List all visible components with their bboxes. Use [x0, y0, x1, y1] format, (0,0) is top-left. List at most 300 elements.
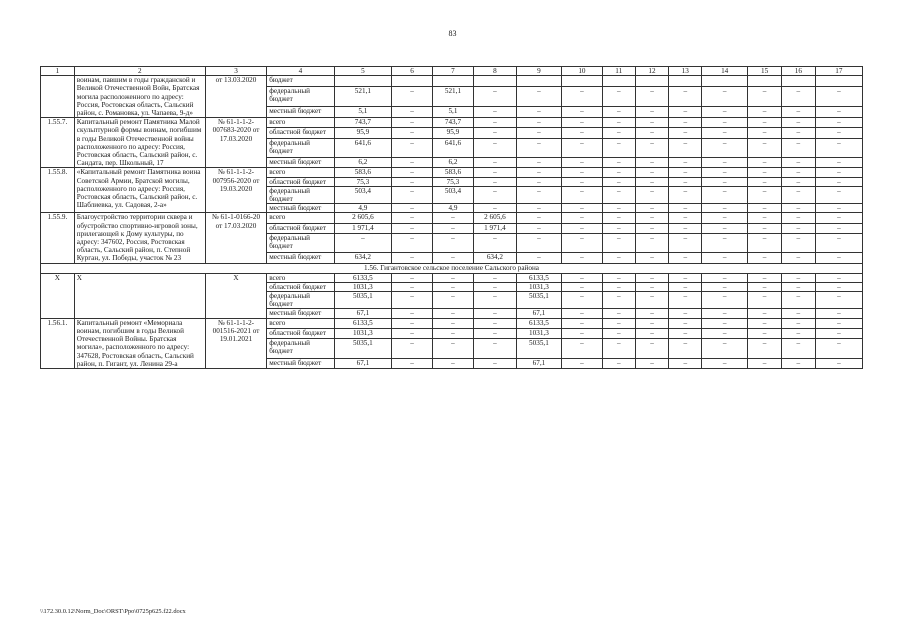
amount-cell: – [815, 168, 862, 177]
amount-cell: – [702, 138, 748, 157]
amount-cell: – [602, 118, 635, 128]
funding-source: областной бюджет [267, 223, 335, 233]
amount-cell [635, 76, 669, 87]
amount-cell [669, 76, 702, 87]
object-description: «Капитальный ремонт Памятника воина Советской Армии, Братской могилы, расположенного по адресу: Россия, Ростовская область, Сальский район, с. Шаблиевка, ул. Садовая, 2-а» [74, 168, 205, 213]
amount-cell: – [815, 204, 862, 213]
amount-cell: 5035,1 [334, 339, 391, 358]
amount-cell: – [781, 186, 815, 203]
amount-cell: – [602, 128, 635, 138]
funding-source: областной бюджет [267, 328, 335, 338]
amount-cell: – [669, 118, 702, 128]
funding-source: местный бюджет [267, 204, 335, 213]
amount-cell: – [473, 204, 516, 213]
amount-cell: – [748, 358, 782, 368]
amount-cell: – [635, 138, 669, 157]
table-row [41, 318, 863, 328]
amount-cell: – [516, 204, 561, 213]
amount-cell: – [635, 168, 669, 177]
amount-cell: – [602, 213, 635, 223]
amount-cell: – [392, 138, 433, 157]
amount-cell: – [669, 213, 702, 223]
amount-cell: – [602, 177, 635, 186]
amount-cell: – [669, 282, 702, 291]
amount-cell: – [432, 328, 473, 338]
amount-cell: – [635, 309, 669, 318]
amount-cell: – [602, 107, 635, 118]
amount-cell: – [561, 204, 602, 213]
column-number: 7 [432, 67, 473, 76]
amount-cell: – [781, 339, 815, 358]
amount-cell: – [561, 177, 602, 186]
column-number: 13 [669, 67, 702, 76]
amount-cell: – [669, 177, 702, 186]
amount-cell: – [602, 318, 635, 328]
amount-cell: – [602, 292, 635, 309]
table-row [41, 213, 863, 223]
amount-cell: 634,2 [334, 253, 391, 263]
amount-cell: 743,7 [334, 118, 391, 128]
amount-cell: – [561, 318, 602, 328]
amount-cell: 6133,5 [334, 318, 391, 328]
amount-cell: 1 971,4 [334, 223, 391, 233]
amount-cell: 641,6 [432, 138, 473, 157]
amount-cell: – [748, 318, 782, 328]
amount-cell: – [635, 177, 669, 186]
column-number-row [41, 67, 863, 76]
amount-cell: 1031,3 [334, 328, 391, 338]
amount-cell: – [635, 128, 669, 138]
funding-source: местный бюджет [267, 358, 335, 368]
funding-source: федеральный бюджет [267, 292, 335, 309]
amount-cell: – [815, 282, 862, 291]
amount-cell: 4,9 [432, 204, 473, 213]
amount-cell: 2 605,6 [334, 213, 391, 223]
amount-cell: 6,2 [334, 158, 391, 168]
amount-cell: – [702, 204, 748, 213]
column-number: 6 [392, 67, 433, 76]
amount-cell: – [516, 107, 561, 118]
amount-cell: – [815, 107, 862, 118]
amount-cell: – [815, 328, 862, 338]
amount-cell [432, 76, 473, 87]
amount-cell: – [602, 358, 635, 368]
amount-cell: 6133,5 [334, 273, 391, 282]
amount-cell: – [702, 213, 748, 223]
amount-cell: – [781, 213, 815, 223]
amount-cell: – [635, 282, 669, 291]
amount-cell: 6133,5 [516, 318, 561, 328]
page-number: 83 [448, 29, 457, 38]
column-number: 2 [74, 67, 205, 76]
amount-cell: – [473, 168, 516, 177]
amount-cell: – [669, 233, 702, 252]
amount-cell: 583,6 [334, 168, 391, 177]
amount-cell: – [815, 87, 862, 107]
amount-cell: – [432, 318, 473, 328]
amount-cell: – [815, 186, 862, 203]
amount-cell: 1031,3 [334, 282, 391, 291]
amount-cell: 2 605,6 [473, 213, 516, 223]
document-reference: № 61-1-1-2-007683-2020 от 17.03.2020 [205, 118, 266, 168]
amount-cell: – [702, 253, 748, 263]
item-number: 1.55.7. [41, 118, 75, 168]
amount-cell: – [781, 282, 815, 291]
funding-source: всего [267, 273, 335, 282]
amount-cell: – [702, 177, 748, 186]
amount-cell [334, 76, 391, 87]
column-number: 16 [781, 67, 815, 76]
amount-cell: – [781, 118, 815, 128]
object-description: Благоустройство территории сквера и обустройство спортивно-игровой зоны, прилегающей к Дому культуры, по адресу: 347602, Россия, Ростовская область, Сальский район, п. Степной Курган, ул. Победы, участок № 23 [74, 213, 205, 263]
amount-cell: – [392, 273, 433, 282]
amount-cell: – [561, 186, 602, 203]
amount-cell [748, 76, 782, 87]
amount-cell: – [815, 253, 862, 263]
amount-cell: – [669, 339, 702, 358]
amount-cell: – [473, 339, 516, 358]
amount-cell: – [669, 328, 702, 338]
amount-cell: – [561, 328, 602, 338]
column-number: 4 [267, 67, 335, 76]
amount-cell: – [473, 118, 516, 128]
funding-source: федеральный бюджет [267, 186, 335, 203]
amount-cell: – [815, 223, 862, 233]
amount-cell: – [781, 128, 815, 138]
amount-cell: – [561, 107, 602, 118]
amount-cell: 75,3 [432, 177, 473, 186]
funding-source: всего [267, 168, 335, 177]
amount-cell: – [635, 158, 669, 168]
table-row [41, 168, 863, 177]
amount-cell: – [432, 273, 473, 282]
amount-cell: – [781, 158, 815, 168]
amount-cell: – [748, 128, 782, 138]
amount-cell: – [516, 168, 561, 177]
amount-cell: – [748, 186, 782, 203]
amount-cell: – [748, 339, 782, 358]
amount-cell: – [748, 292, 782, 309]
amount-cell: 5035,1 [334, 292, 391, 309]
amount-cell: – [602, 168, 635, 177]
amount-cell: – [473, 128, 516, 138]
amount-cell: – [635, 233, 669, 252]
amount-cell: – [392, 186, 433, 203]
amount-cell: – [635, 253, 669, 263]
amount-cell: – [669, 186, 702, 203]
amount-cell: – [602, 87, 635, 107]
amount-cell: – [748, 309, 782, 318]
amount-cell: – [561, 233, 602, 252]
amount-cell: – [432, 223, 473, 233]
amount-cell: – [392, 168, 433, 177]
amount-cell: – [392, 358, 433, 368]
document-reference: № 61-1-0166-20 от 17.03.2020 [205, 213, 266, 263]
funding-source: местный бюджет [267, 309, 335, 318]
amount-cell: 521,1 [432, 87, 473, 107]
funding-source: всего [267, 118, 335, 128]
amount-cell: – [781, 233, 815, 252]
amount-cell: – [516, 213, 561, 223]
amount-cell: – [473, 186, 516, 203]
item-number: Х [41, 273, 75, 318]
amount-cell: – [781, 273, 815, 282]
amount-cell: – [748, 282, 782, 291]
amount-cell: – [815, 138, 862, 157]
amount-cell: – [392, 309, 433, 318]
amount-cell [516, 76, 561, 87]
amount-cell: – [561, 309, 602, 318]
amount-cell: – [516, 87, 561, 107]
amount-cell: – [473, 158, 516, 168]
amount-cell: – [635, 118, 669, 128]
amount-cell: – [781, 87, 815, 107]
funding-source: федеральный бюджет [267, 87, 335, 107]
amount-cell: – [702, 233, 748, 252]
amount-cell: – [748, 273, 782, 282]
amount-cell: – [781, 223, 815, 233]
amount-cell: – [516, 118, 561, 128]
amount-cell: – [815, 309, 862, 318]
amount-cell: – [702, 328, 748, 338]
document-reference: от 13.03.2020 [205, 76, 266, 118]
amount-cell: – [602, 273, 635, 282]
amount-cell [815, 76, 862, 87]
amount-cell: – [781, 138, 815, 157]
amount-cell: 1 971,4 [473, 223, 516, 233]
column-number: 8 [473, 67, 516, 76]
amount-cell: – [473, 328, 516, 338]
amount-cell: – [781, 328, 815, 338]
amount-cell: – [669, 168, 702, 177]
amount-cell: – [815, 158, 862, 168]
amount-cell: – [602, 282, 635, 291]
column-number: 1 [41, 67, 75, 76]
amount-cell: – [702, 309, 748, 318]
amount-cell: – [781, 204, 815, 213]
column-number: 17 [815, 67, 862, 76]
amount-cell: – [748, 233, 782, 252]
amount-cell: – [392, 177, 433, 186]
object-description: Капитальный ремонт Памятника Малой скульптурной формы воинам, погибшим в годы Великой Отечественной войны расположенного по адресу: Россия, Ростовская область, Сальский район, с. Сандата, пер. Школьный, 17 [74, 118, 205, 168]
amount-cell: – [392, 213, 433, 223]
amount-cell: – [781, 292, 815, 309]
amount-cell: – [473, 138, 516, 157]
amount-cell: – [561, 168, 602, 177]
amount-cell: 503,4 [432, 186, 473, 203]
amount-cell: – [602, 186, 635, 203]
amount-cell: – [781, 168, 815, 177]
amount-cell: – [561, 118, 602, 128]
amount-cell: – [516, 128, 561, 138]
amount-cell: – [561, 253, 602, 263]
amount-cell: – [669, 309, 702, 318]
funding-source: федеральный бюджет [267, 233, 335, 252]
object-description: воинам, павшим в годы гражданской и Великой Отечественной Войн, Братская могила расположенного по адресу: Россия, Ростовская область, Сальский район, с. Романовка, ул. Чапаева, 9-д» [74, 76, 205, 118]
amount-cell: – [669, 253, 702, 263]
amount-cell: – [702, 107, 748, 118]
amount-cell: – [702, 282, 748, 291]
amount-cell: – [781, 253, 815, 263]
amount-cell: – [702, 318, 748, 328]
section-title: 1.56. Гигантовское сельское поселение Сальского района [41, 263, 863, 273]
document-reference: № 61-1-1-2-001516-2021 от 19.01.2021 [205, 318, 266, 368]
funding-source: всего [267, 318, 335, 328]
amount-cell: 5035,1 [516, 292, 561, 309]
amount-cell: – [635, 339, 669, 358]
amount-cell: – [635, 292, 669, 309]
amount-cell: – [815, 233, 862, 252]
amount-cell: – [602, 253, 635, 263]
document-reference: № 61-1-1-2-007956-2020 от 19.03.2020 [205, 168, 266, 213]
amount-cell: – [561, 358, 602, 368]
amount-cell: – [516, 253, 561, 263]
amount-cell: – [392, 87, 433, 107]
amount-cell: – [561, 273, 602, 282]
amount-cell: – [669, 158, 702, 168]
amount-cell: 6133,5 [516, 273, 561, 282]
amount-cell: – [602, 309, 635, 318]
funding-source: бюджет [267, 76, 335, 87]
amount-cell: – [815, 213, 862, 223]
amount-cell: – [748, 87, 782, 107]
amount-cell: – [669, 138, 702, 157]
amount-cell: – [635, 87, 669, 107]
amount-cell: – [602, 158, 635, 168]
amount-cell: – [702, 339, 748, 358]
amount-cell: – [602, 339, 635, 358]
amount-cell: – [392, 107, 433, 118]
amount-cell: 95,9 [432, 128, 473, 138]
amount-cell: – [473, 309, 516, 318]
amount-cell: – [669, 273, 702, 282]
column-number: 9 [516, 67, 561, 76]
amount-cell: – [602, 328, 635, 338]
amount-cell: 67,1 [334, 309, 391, 318]
amount-cell: – [669, 223, 702, 233]
amount-cell: – [392, 118, 433, 128]
amount-cell: – [432, 309, 473, 318]
amount-cell: – [669, 87, 702, 107]
amount-cell: – [815, 292, 862, 309]
amount-cell: – [635, 107, 669, 118]
amount-cell: – [815, 128, 862, 138]
amount-cell: – [432, 282, 473, 291]
amount-cell: – [473, 318, 516, 328]
funding-source: местный бюджет [267, 253, 335, 263]
funding-source: областной бюджет [267, 128, 335, 138]
amount-cell [561, 76, 602, 87]
amount-cell: 67,1 [516, 358, 561, 368]
column-number: 10 [561, 67, 602, 76]
column-number: 11 [602, 67, 635, 76]
funding-source: федеральный бюджет [267, 339, 335, 358]
amount-cell: – [392, 233, 433, 252]
item-number: 1.56.1. [41, 318, 75, 368]
amount-cell: 634,2 [473, 253, 516, 263]
amount-cell: – [635, 358, 669, 368]
amount-cell: 743,7 [432, 118, 473, 128]
amount-cell: – [516, 186, 561, 203]
amount-cell: – [781, 177, 815, 186]
amount-cell: – [473, 107, 516, 118]
amount-cell: – [815, 177, 862, 186]
amount-cell: 5035,1 [516, 339, 561, 358]
amount-cell: – [561, 339, 602, 358]
amount-cell: – [702, 168, 748, 177]
amount-cell: – [635, 223, 669, 233]
funding-source: всего [267, 213, 335, 223]
table-row [41, 118, 863, 128]
amount-cell: – [781, 318, 815, 328]
column-number: 15 [748, 67, 782, 76]
amount-cell: – [815, 358, 862, 368]
amount-cell: – [602, 138, 635, 157]
amount-cell: – [602, 233, 635, 252]
amount-cell: – [702, 128, 748, 138]
amount-cell: – [561, 223, 602, 233]
amount-cell: – [432, 358, 473, 368]
item-number [41, 76, 75, 118]
amount-cell: – [702, 223, 748, 233]
amount-cell: – [748, 177, 782, 186]
amount-cell [781, 76, 815, 87]
amount-cell: – [516, 233, 561, 252]
funding-source: местный бюджет [267, 107, 335, 118]
amount-cell: – [815, 273, 862, 282]
amount-cell: – [561, 282, 602, 291]
column-number: 12 [635, 67, 669, 76]
amount-cell: – [781, 309, 815, 318]
amount-cell: – [432, 253, 473, 263]
document-reference: Х [205, 273, 266, 318]
amount-cell: 503,4 [334, 186, 391, 203]
amount-cell: – [748, 253, 782, 263]
amount-cell: – [748, 158, 782, 168]
amount-cell: – [392, 292, 433, 309]
column-number: 3 [205, 67, 266, 76]
amount-cell: – [635, 186, 669, 203]
budget-table [40, 66, 863, 369]
amount-cell: – [432, 292, 473, 309]
amount-cell: – [748, 138, 782, 157]
amount-cell: – [516, 158, 561, 168]
amount-cell: – [392, 282, 433, 291]
amount-cell: – [748, 107, 782, 118]
amount-cell: – [561, 292, 602, 309]
amount-cell: – [815, 339, 862, 358]
funding-source: местный бюджет [267, 158, 335, 168]
funding-source: федеральный бюджет [267, 138, 335, 157]
amount-cell: – [516, 223, 561, 233]
amount-cell [702, 76, 748, 87]
amount-cell: – [561, 138, 602, 157]
amount-cell: – [635, 318, 669, 328]
amount-cell: – [602, 223, 635, 233]
object-description: Капитальный ремонт «Мемориала воинам, погибшим в годы Великой Отечественной Войны. Братская могила», расположенного по адресу: 347628, Ростовская область, Сальский район, п. Гигант, ул. Ленина 29-а [74, 318, 205, 368]
amount-cell: – [635, 328, 669, 338]
amount-cell: – [561, 213, 602, 223]
amount-cell: 95,9 [334, 128, 391, 138]
amount-cell: – [473, 87, 516, 107]
amount-cell [602, 76, 635, 87]
amount-cell: – [561, 158, 602, 168]
amount-cell: – [635, 213, 669, 223]
amount-cell: 5,1 [334, 107, 391, 118]
amount-cell: 521,1 [334, 87, 391, 107]
amount-cell: 4,9 [334, 204, 391, 213]
amount-cell: 67,1 [516, 309, 561, 318]
